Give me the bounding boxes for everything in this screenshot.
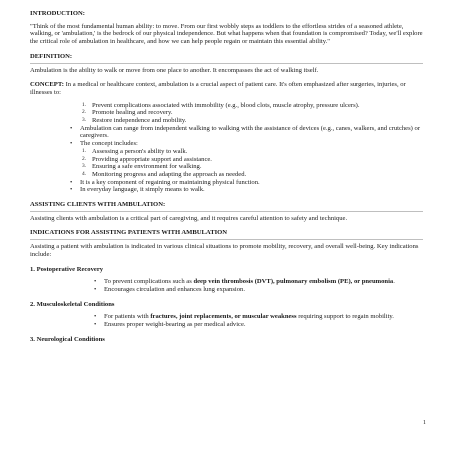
list-item: 4. Monitoring progress and adapting the approach as needed. (82, 170, 247, 178)
concept-list-2 (30, 148, 423, 179)
list-item: 3. Ensuring a safe environment for walking. (82, 163, 202, 171)
indications-heading: INDICATIONS FOR ASSISTING PATIENTS WITH AMBULATION (30, 229, 228, 237)
list-item: 3. Restore independence and mobility. (82, 117, 187, 125)
definition-heading: DEFINITION: (30, 52, 73, 60)
concept-paragraph (30, 81, 423, 96)
concept-text: In a medical or healthcare context, ambulation is a crucial aspect of patient care. It's often emphasized after surgeries, injuries, or illnesses to: (30, 81, 406, 96)
indications-text: Assisting a patient with ambulation is indicated in various clinical situations to promote mobility, recovery, and overall well-being. Key indications include: (30, 243, 419, 258)
section-heading-postoperative: 1. Postoperative Recovery (30, 265, 104, 273)
list-item: • Ambulation can range from independent walking to walking with the assistance of devices (e.g., canes, walkers, and crutches) or caregivers. (80, 125, 423, 140)
list-item: • It is a key component of regaining or maintaining physical function. (80, 179, 423, 187)
divider (30, 63, 423, 64)
list-item: • In everyday language, it simply means to walk. (80, 186, 423, 194)
list-item: • To prevent complications such as deep vein thrombosis (DVT), pulmonary embolism (PE), or pneumonia. (104, 278, 423, 286)
concept-label: CONCEPT: (30, 81, 64, 89)
intro-text: "Think of the most fundamental human ability: to move. From our first wobbly steps as toddlers to the effortless strides of a seasoned athlete, walking, or 'ambulation,' is the bedrock of our physical independence. But what happens when that foundation is compromised? Today, we'll explore the critical role of ambulation in healthcare, and how we can help people regain or maintain this essential ability." (30, 22, 423, 46)
concept-list-1 (30, 102, 423, 125)
concept-bullets (30, 125, 423, 148)
musculoskeletal-bullets (30, 313, 423, 328)
concept-bullets-2 (30, 179, 423, 194)
list-item: • The concept includes: (80, 140, 423, 148)
assisting-heading: ASSISTING CLIENTS WITH AMBULATION: (30, 201, 166, 209)
list-item: • For patients with fractures, joint replacements, or muscular weakness requiring support to regain mobility. (104, 313, 423, 321)
list-item: 1. Assessing a person's ability to walk. (82, 147, 188, 155)
list-item: 1. Prevent complications associated with immobility (e.g., blood clots, muscle atrophy, pressure ulcers). (82, 101, 360, 109)
list-item: 2. Providing appropriate support and assistance. (82, 155, 212, 163)
definition-text: Ambulation is the ability to walk or move from one place to another. It encompasses the act of walking itself. (30, 66, 319, 74)
divider (30, 211, 423, 212)
assisting-text: Assisting clients with ambulation is a critical part of caregiving, and it requires careful attention to safety and technique. (30, 214, 348, 222)
list-item: • Encourages circulation and enhances lung expansion. (104, 286, 423, 294)
divider (30, 239, 423, 240)
postoperative-bullets (30, 278, 423, 293)
list-item: 2. Promote healing and recovery. (82, 109, 173, 117)
page-number: 1 (423, 420, 426, 426)
list-item: • Ensures proper weight-bearing as per medical advice. (104, 321, 423, 329)
section-heading-musculoskeletal: 2. Musculoskeletal Conditions (30, 300, 115, 308)
section-heading-neurological: 3. Neurological Conditions (30, 335, 105, 343)
intro-heading: INTRODUCTION: (30, 10, 85, 17)
